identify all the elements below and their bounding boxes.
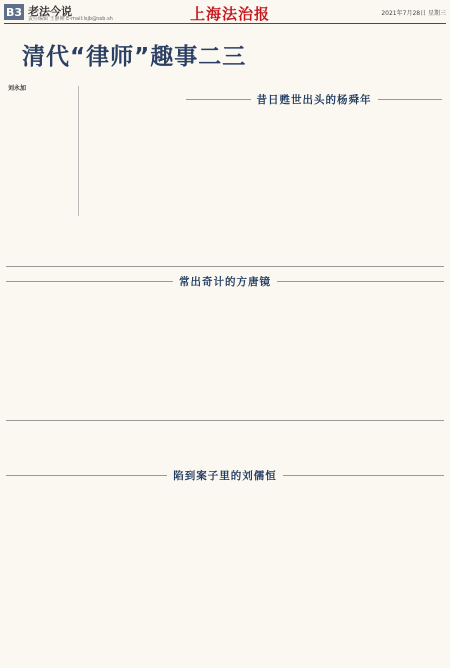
heading-rule-left <box>186 99 251 100</box>
section-divider <box>6 420 444 421</box>
text-column <box>84 110 170 260</box>
text-column <box>267 110 353 260</box>
article-author: 刘永加 <box>8 85 27 92</box>
section-heading-3 <box>6 468 444 482</box>
text-column <box>8 294 113 414</box>
column-name: 老法今说 <box>28 5 72 18</box>
section-divider <box>6 266 444 267</box>
page-header <box>4 3 446 23</box>
lead-text <box>8 92 74 214</box>
heading-rule-right <box>283 475 444 476</box>
text-column <box>340 294 445 414</box>
section-heading-2 <box>6 274 444 288</box>
text-column <box>340 488 445 662</box>
text-column <box>229 488 334 662</box>
heading-rule-left <box>6 475 167 476</box>
text-column <box>119 488 224 662</box>
text-column <box>8 488 113 662</box>
section-title: 常出奇计的方唐镜 <box>179 275 271 288</box>
text-column <box>359 110 445 260</box>
section-title: 昔日甦世出头的杨舜年 <box>256 93 372 106</box>
lead-divider <box>78 86 79 216</box>
page-number-badge: B3 <box>5 5 23 19</box>
section-body-1 <box>84 110 444 260</box>
text-column <box>176 110 262 260</box>
section-body-3 <box>8 488 444 662</box>
heading-rule-right <box>378 99 443 100</box>
section-title: 陷到案子里的刘儒恒 <box>173 469 277 482</box>
section-heading-1 <box>186 92 442 106</box>
editor-line: 责任编辑 王静婵 E-mail:lsjb@ssb.sh <box>28 16 113 22</box>
newspaper-brand: 上海法治报 <box>190 5 271 23</box>
text-column <box>119 294 224 414</box>
issue-date: 2021年7月28日 星期三 <box>381 10 446 17</box>
header-rule <box>4 23 446 24</box>
text-column <box>229 294 334 414</box>
heading-rule-right <box>277 281 444 282</box>
section-body-2 <box>8 294 444 414</box>
article-title: 清代“律师”趣事二三 <box>22 44 247 70</box>
heading-rule-left <box>6 281 173 282</box>
